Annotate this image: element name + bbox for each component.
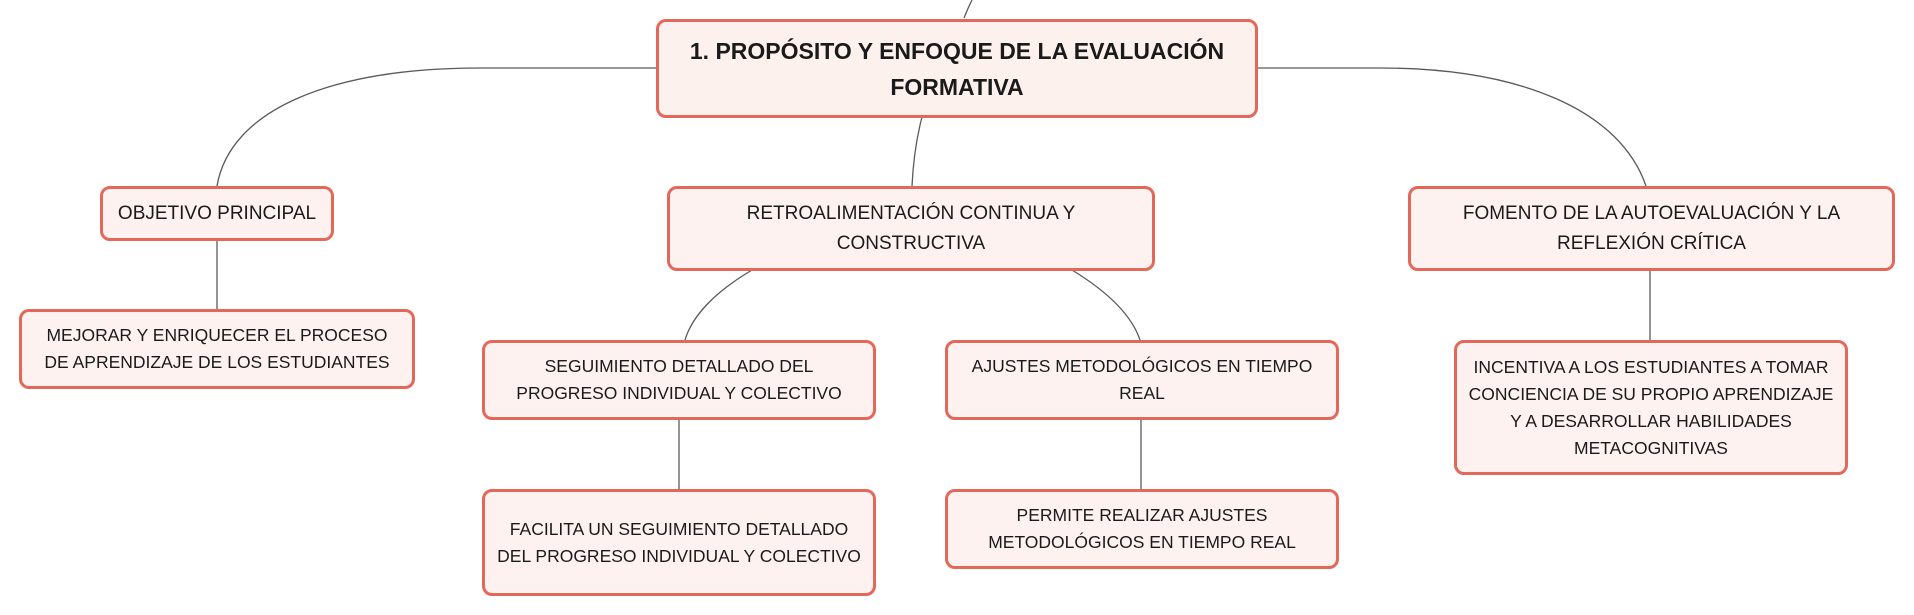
node-objetivo-principal-label: OBJETIVO PRINCIPAL — [117, 202, 317, 224]
node-fomento-autoevaluacion[interactable] — [1408, 186, 1895, 271]
node-seguimiento-detallado[interactable] — [482, 340, 876, 420]
root-node[interactable] — [656, 19, 1258, 118]
node-permite-ajustes[interactable] — [945, 489, 1339, 569]
node-seguimiento-detallado-label: SEGUIMIENTO DETALLADO DEL PROGRESO INDIVIDUAL Y COLECTIVO — [516, 356, 842, 403]
connector-root-incoming — [964, 0, 972, 18]
connector-root-to-fomento — [1256, 68, 1646, 186]
connector-root-to-objetivo — [217, 68, 658, 186]
node-retroalimentacion[interactable] — [667, 186, 1155, 271]
node-mejorar-enriquecer[interactable] — [19, 309, 415, 389]
node-retroalimentacion-label: RETROALIMENTACIÓN CONTINUA Y CONSTRUCTIVA — [746, 202, 1076, 254]
node-facilita-seguimiento[interactable] — [482, 489, 876, 596]
root-node-label: 1. PROPÓSITO Y ENFOQUE DE LA EVALUACIÓN FORMATIVA — [689, 37, 1225, 100]
node-incentiva-estudiantes[interactable] — [1454, 340, 1848, 475]
node-incentiva-estudiantes-label: INCENTIVA A LOS ESTUDIANTES A TOMAR CONCIENCIA DE SU PROPIO APRENDIZAJE Y A DESARROLLAR HABILIDADES METACOGNITIVAS — [1468, 356, 1834, 458]
node-fomento-autoevaluacion-label: FOMENTO DE LA AUTOEVALUACIÓN Y LA REFLEXIÓN CRÍTICA — [1462, 202, 1841, 254]
node-objetivo-principal[interactable] — [100, 186, 334, 241]
connector-root-to-retroalimentacion — [912, 117, 922, 186]
node-mejorar-enriquecer-label: MEJORAR Y ENRIQUECER EL PROCESO DE APRENDIZAJE DE LOS ESTUDIANTES — [44, 325, 390, 372]
node-facilita-seguimiento-label: FACILITA UN SEGUIMIENTO DETALLADO DEL PROGRESO INDIVIDUAL Y COLECTIVO — [497, 518, 861, 566]
connector-retro-to-seguimiento — [685, 270, 752, 340]
node-ajustes-metodologicos-label: AJUSTES METODOLÓGICOS EN TIEMPO REAL — [971, 356, 1313, 403]
connector-retro-to-ajustes — [1072, 270, 1140, 340]
node-ajustes-metodologicos[interactable] — [945, 340, 1339, 420]
node-permite-ajustes-label: PERMITE REALIZAR AJUSTES METODOLÓGICOS EN TIEMPO REAL — [988, 505, 1296, 552]
